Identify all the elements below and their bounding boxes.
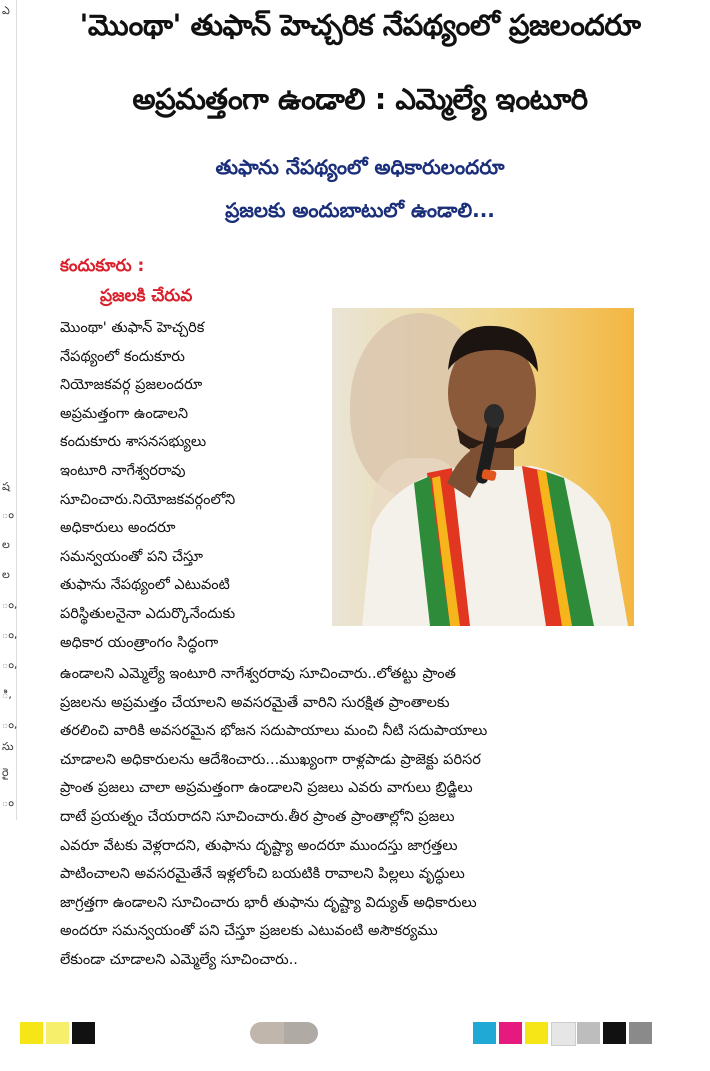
article-body-column bbox=[60, 314, 320, 657]
body-line: దాటే ప్రయత్నం చేయరాదని సూచించారు.తీర ప్రాంత ప్రాంతాల్లోని ప్రజలు bbox=[60, 808, 455, 825]
body-line: తరలించి వారికి అవసరమైన భోజన సదుపాయాలు మంచి నీటి సదుపాయాలు bbox=[60, 723, 488, 740]
margin-glyph: సు bbox=[2, 740, 14, 753]
margin-glyph: ం, bbox=[2, 658, 18, 671]
body-line: ప్రాంత ప్రజలు చాలా అప్రమత్తంగా ఉండాలని ప్రజలు ఎవరు వాగులు బ్రిడ్జిలు bbox=[60, 780, 473, 797]
margin-glyph: ం, bbox=[2, 598, 18, 611]
body-line: ప్రజలను అప్రమత్తం చేయాలని అవసరమైతే వారిని సురక్షిత ప్రాంతాలకు bbox=[60, 694, 450, 711]
body-line: నేపథ్యంలో కందుకూరు bbox=[60, 348, 185, 365]
color-swatch bbox=[46, 1022, 69, 1044]
body-line: లేకుండా చూడాలని ఎమ్మెల్యే సూచించారు.. bbox=[60, 951, 298, 968]
body-line: జాగ్రత్తగా ఉండాలని సూచించారు భారీ తుఫాను దృష్ట్యా విద్యుత్ అధికారులు bbox=[60, 894, 477, 911]
color-swatch bbox=[603, 1022, 626, 1044]
subheadline-line-1: తుఫాను నేపథ్యంలో అధికారులందరూ bbox=[215, 155, 505, 179]
color-swatch bbox=[629, 1022, 652, 1044]
mla-speaking-photo bbox=[332, 308, 634, 626]
color-swatch bbox=[551, 1022, 576, 1046]
body-line: ఉండాలని ఎమ్మెల్యే ఇంటూరి నాగేశ్వరరావు సూచించారు..లోతట్టు ప్రాంత bbox=[60, 666, 456, 682]
article-body-full-width bbox=[60, 660, 635, 975]
body-line: నియోజకవర్గ ప్రజలందరూ bbox=[60, 377, 203, 394]
color-swatch bbox=[499, 1022, 522, 1044]
headline-line-2: అప్రమత్తంగా ఉండాలి : ఎమ్మెల్యే ఇంటూరి bbox=[132, 82, 588, 116]
adjacent-column-margin bbox=[0, 0, 17, 820]
headline-line-1: 'మొంథా' తుఫాన్ హెచ్చరిక నేపథ్యంలో ప్రజలందరూ bbox=[79, 8, 641, 42]
margin-glyph: ఎ bbox=[2, 4, 10, 17]
margin-glyph: ం bbox=[2, 796, 14, 809]
body-line: చూడాలని అధికారులను ఆదేశించారు...ముఖ్యంగా రాళ్లపాడు ప్రాజెక్టు పరిసర bbox=[60, 751, 481, 768]
color-swatch bbox=[20, 1022, 43, 1044]
body-line: ఇంటూరి నాగేశ్వరరావు bbox=[60, 462, 186, 479]
body-line: కందుకూరు శాసనసభ్యులు bbox=[60, 434, 207, 451]
margin-glyph: ి, bbox=[2, 688, 12, 701]
margin-glyph: ల bbox=[2, 538, 10, 551]
body-line: అందరూ సమన్వయంతో పని చేస్తూ ప్రజలకు ఎటువంటి అసౌకర్యము bbox=[60, 923, 438, 940]
body-line: తుఫాను నేపథ్యంలో ఎటువంటి bbox=[60, 577, 230, 594]
margin-glyph: ం, bbox=[2, 628, 18, 641]
margin-glyph: ష bbox=[2, 480, 10, 493]
body-line: అధికార యంత్రాంగం సిద్ధంగా bbox=[60, 634, 219, 651]
dateline: కందుకూరు : bbox=[60, 256, 145, 276]
byline: ప్రజలకి చేరువ bbox=[100, 286, 193, 306]
body-line: మొంథా' తుఫాన్ హెచ్చరిక bbox=[60, 320, 205, 336]
margin-glyph: ం, bbox=[2, 718, 18, 731]
body-line: ఎవరూ వేటకు వెళ్లరాదని, తుఫాను దృష్ట్యా అందరూ ముందస్తు జాగ్రత్తలు bbox=[60, 837, 458, 854]
color-swatch bbox=[577, 1022, 600, 1044]
body-line: పాటించాలని అవసరమైతేనే ఇళ్లలోంచి బయటికి రావాలని పిల్లలు వృద్ధులు bbox=[60, 866, 465, 883]
color-swatch bbox=[72, 1022, 95, 1044]
body-line: అప్రమత్తంగా ఉండాలని bbox=[60, 405, 189, 422]
body-line: పరిస్థితులనైనా ఎదుర్కొనేందుకు bbox=[60, 605, 236, 622]
body-line: అధికారులు అందరూ bbox=[60, 520, 176, 537]
margin-glyph: ం bbox=[2, 508, 14, 521]
margin-glyph: రై bbox=[2, 766, 9, 779]
registration-pill-mark bbox=[250, 1022, 318, 1044]
speaker-figure bbox=[332, 308, 634, 626]
subheadline-line-2: ప్రజలకు అందుబాటులో ఉండాలి... bbox=[225, 198, 495, 222]
margin-glyph: ల bbox=[2, 568, 10, 581]
color-swatch bbox=[525, 1022, 548, 1044]
body-line: సమన్వయంతో పని చేస్తూ bbox=[60, 548, 203, 565]
body-line: సూచించారు.నియోజకవర్గంలోని bbox=[60, 491, 236, 508]
color-swatch bbox=[473, 1022, 496, 1044]
